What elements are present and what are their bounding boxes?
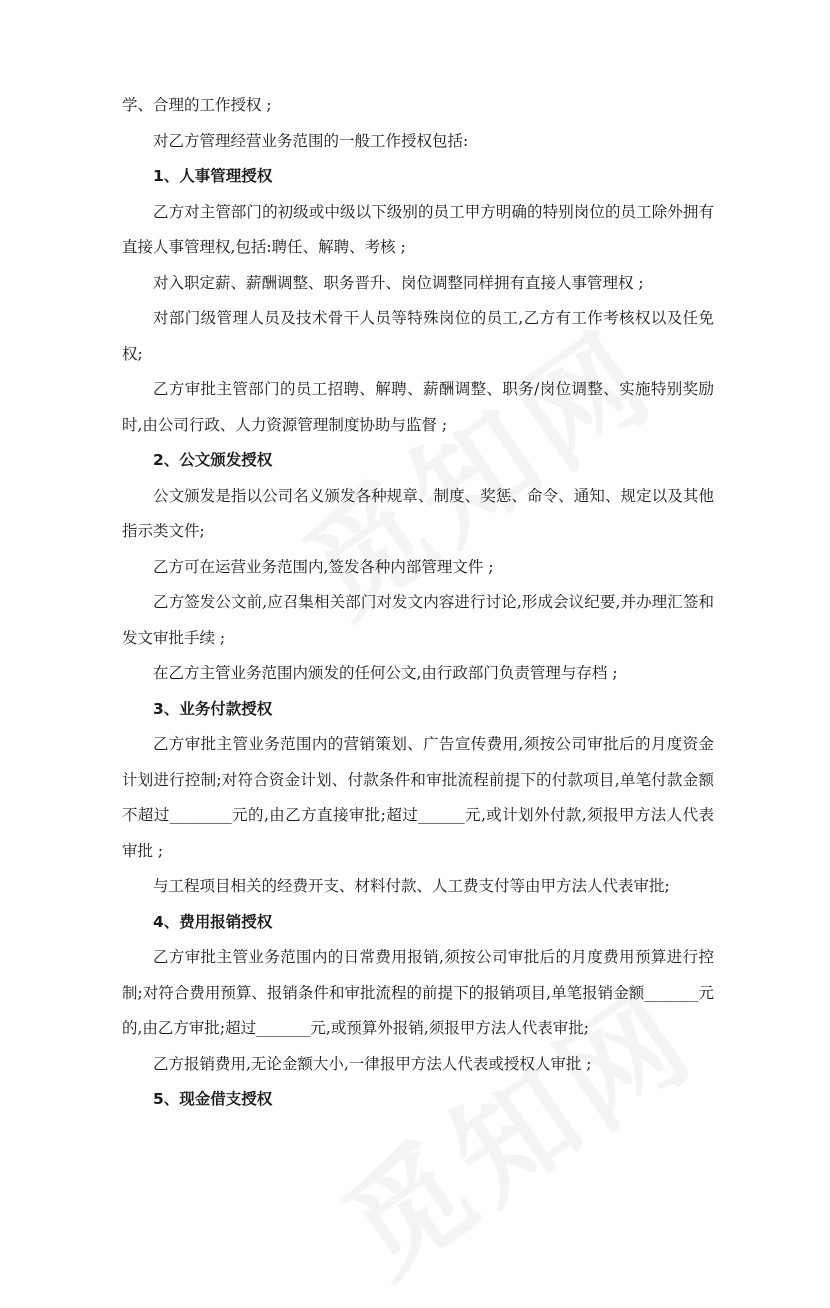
section-heading: 5、现金借支授权 (153, 1090, 273, 1108)
paragraph: 学、合理的工作授权 ; (122, 96, 272, 114)
paragraph: 乙方签发公文前,应召集相关部门对发文内容进行讨论,形成会议纪要,并办理汇签和发文审批手续 ; (122, 593, 714, 647)
section-heading: 2、公文颁发授权 (153, 451, 273, 469)
section-heading: 1、人事管理授权 (153, 167, 273, 185)
paragraph: 对部门级管理人员及技术骨干人员等特殊岗位的员工,乙方有工作考核权以及任免权; (122, 309, 714, 363)
paragraph: 乙方对主管部门的初级或中级以下级别的员工甲方明确的特别岗位的员工除外拥有直接人事管理权,包括:聘任、解聘、考核 ; (122, 202, 714, 256)
paragraph: 乙方审批主管业务范围内的营销策划、广告宣传费用,须按公司审批后的月度资金计划进行控制;对符合资金计划、付款条件和审批流程前提下的付款项目,单笔付款金额不超过________元的,由乙方直接审批;超过______元,或计划外付款,须报甲方法人代表审批 ; (122, 735, 714, 860)
paragraph: 对入职定薪、薪酬调整、职务晋升、岗位调整同样拥有直接人事管理权 ; (153, 273, 644, 292)
section-heading: 3、业务付款授权 (153, 699, 273, 718)
paragraph: 对乙方管理经营业务范围的一般工作授权包括: (153, 131, 469, 150)
section-heading: 4、费用报销授权 (153, 912, 273, 931)
paragraph: 乙方报销费用,无论金额大小,一律报甲方法人代表或授权人审批 ; (153, 1054, 592, 1073)
document-page (122, 88, 714, 1118)
paragraph: 乙方审批主管部门的员工招聘、解聘、薪酬调整、职务/岗位调整、实施特别奖励时,由公司行政、人力资源管理制度协助与监督 ; (122, 380, 714, 434)
paragraph: 与工程项目相关的经费开支、材料付款、人工费支付等由甲方法人代表审批; (153, 877, 670, 895)
paragraph: 公文颁发是指以公司名义颁发各种规章、制度、奖惩、命令、通知、规定以及其他指示类文件; (122, 486, 714, 540)
paragraph: 在乙方主管业务范围内颁发的任何公文,由行政部门负责管理与存档 ; (153, 664, 618, 682)
paragraph: 乙方审批主管业务范围内的日常费用报销,须按公司审批后的月度费用预算进行控制;对符合费用预算、报销条件和审批流程的前提下的报销项目,单笔报销金额_______元的,由乙方审批;超过_______元,或预算外报销,须报甲方法人代表审批; (122, 948, 714, 1037)
paragraph: 乙方可在运营业务范围内,签发各种内部管理文件 ; (153, 557, 494, 576)
